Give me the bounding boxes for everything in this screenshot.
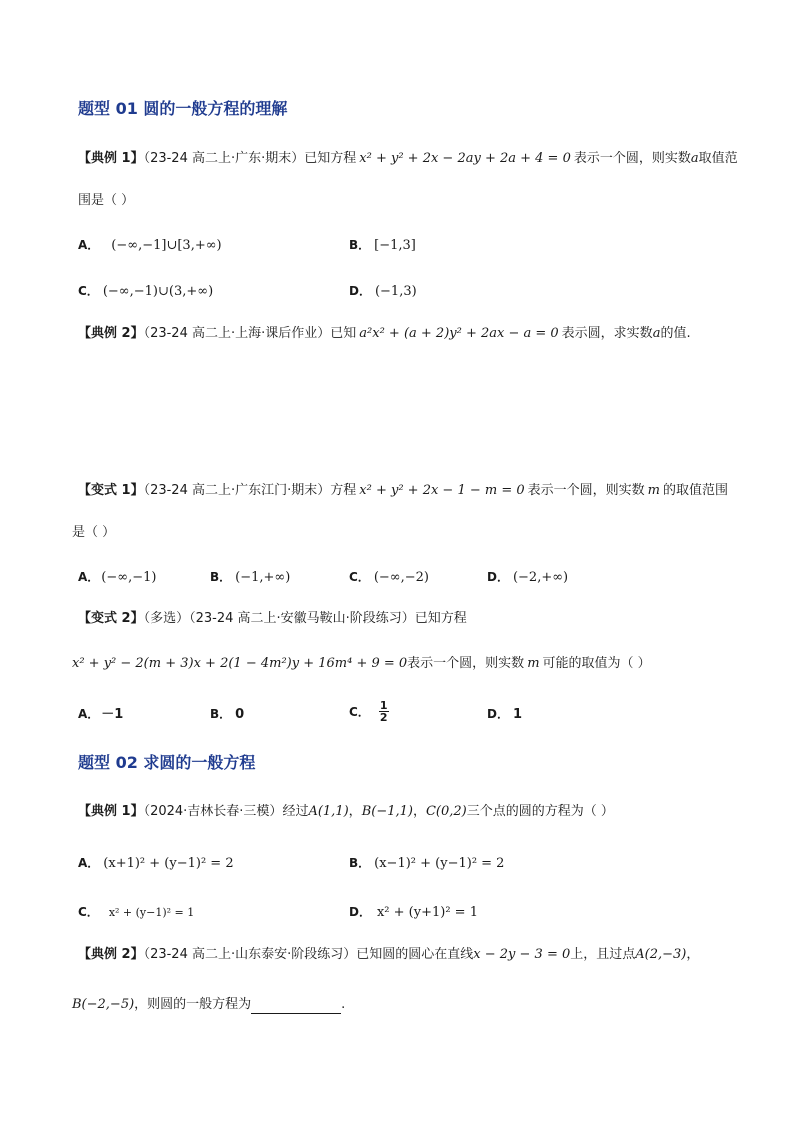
option-label: B． xyxy=(349,238,371,252)
fraction-numerator: 1 xyxy=(379,699,388,712)
option-label: D． xyxy=(487,570,509,584)
option-c[interactable] xyxy=(349,700,389,723)
option-value: (−1,3) xyxy=(374,284,417,299)
variable: m xyxy=(527,656,540,671)
variable: a xyxy=(652,326,661,341)
option-value: (x−1)² + (y−1)² = 2 xyxy=(374,856,505,871)
option-d[interactable] xyxy=(349,901,478,920)
separator: ， xyxy=(686,947,700,962)
separator: ， xyxy=(412,804,426,819)
option-label: D． xyxy=(349,284,371,298)
text: 三个点的圆的方程为（ ） xyxy=(466,804,614,819)
example-4-line-2 xyxy=(72,996,345,1014)
example-tag: 【典例 2】 xyxy=(78,326,144,341)
option-b[interactable] xyxy=(349,234,416,253)
option-value: (−∞,−1) xyxy=(101,570,157,585)
option-value: (−∞,−1)∪(3,+∞) xyxy=(102,284,214,299)
example-tag: 【典例 2】 xyxy=(78,947,144,962)
option-value: x² + (y−1)² = 1 xyxy=(108,906,195,919)
option-a[interactable] xyxy=(78,234,222,253)
equation: x² + y² − 2(m + 3)x + 2(1 − 4m²)y + 16m⁴ + 9 = 0 xyxy=(72,656,408,671)
option-d[interactable] xyxy=(487,566,568,585)
fraction xyxy=(379,700,389,723)
option-a[interactable] xyxy=(78,852,234,871)
variation-1-line-1 xyxy=(78,482,728,500)
equation: x² + y² + 2x − 2ay + 2a + 4 = 0 xyxy=(359,151,571,166)
option-label: B． xyxy=(210,570,232,584)
text: 已知 xyxy=(330,326,357,341)
option-label: A． xyxy=(78,570,100,584)
example-4-line-1 xyxy=(78,946,699,964)
option-value: (−∞,−1]∪[3,+∞) xyxy=(111,238,222,253)
option-label: D． xyxy=(349,905,371,919)
option-d[interactable] xyxy=(349,280,417,299)
option-c[interactable] xyxy=(349,566,429,585)
option-a[interactable] xyxy=(78,703,123,722)
fraction-denominator: 2 xyxy=(379,711,388,724)
source: （23-24 高二上·广东·期末） xyxy=(143,151,305,166)
option-d[interactable] xyxy=(487,703,522,722)
section-title-1: 题型 01 圆的一般方程的理解 xyxy=(78,99,288,118)
text: 表示圆，求实数 xyxy=(561,326,653,341)
point-a: A(1,1) xyxy=(308,804,349,819)
example-tag: 【典例 1】 xyxy=(78,151,144,166)
source: （2024·吉林长春·三模） xyxy=(143,804,283,819)
source: （23-24 高二上·安徽马鞍山·阶段练习） xyxy=(189,611,415,626)
answer-blank[interactable] xyxy=(251,999,341,1014)
text: 已知圆的圆心在直线 xyxy=(356,947,474,962)
source: （23-24 高二上·山东泰安·阶段练习） xyxy=(143,947,357,962)
text: 已知方程 xyxy=(414,611,467,626)
variation-tag: 【变式 2】 xyxy=(78,611,144,626)
option-value: (x+1)² + (y−1)² = 2 xyxy=(103,856,234,871)
equation: a²x² + (a + 2)y² + 2ax − a = 0 xyxy=(359,326,559,341)
option-value: －1 xyxy=(101,707,124,722)
option-a[interactable] xyxy=(78,566,156,585)
text: 已知方程 xyxy=(304,151,357,166)
variation-2-line-1 xyxy=(78,610,467,628)
variable: m xyxy=(647,483,660,498)
equation: x² + y² + 2x − 1 − m = 0 xyxy=(359,483,525,498)
option-value: (−∞,−2) xyxy=(373,570,429,585)
option-value: 1 xyxy=(512,707,523,722)
example-2-line-1 xyxy=(78,325,691,343)
text: 表示一个圆，则实数 xyxy=(407,656,525,671)
text: 方程 xyxy=(330,483,357,498)
text: 取值范 xyxy=(698,151,738,166)
point-a: A(2,−3) xyxy=(635,947,687,962)
option-b[interactable] xyxy=(210,566,290,585)
option-label: C． xyxy=(349,570,370,584)
text: 表示一个圆，则实数 xyxy=(527,483,645,498)
source: （23-24 高二上·广东江门·期末） xyxy=(143,483,331,498)
option-label: B． xyxy=(349,856,371,870)
equation: x − 2y − 3 = 0 xyxy=(473,947,571,962)
section-title-2: 题型 02 求圆的一般方程 xyxy=(78,753,256,772)
text: ，则圆的一般方程为 xyxy=(134,997,252,1012)
text: 表示一个圆，则实数 xyxy=(573,151,691,166)
option-label: D． xyxy=(487,707,509,721)
option-b[interactable] xyxy=(349,852,504,871)
text: 经过 xyxy=(282,804,309,819)
multi-select-note: （多选） xyxy=(143,611,190,626)
source: （23-24 高二上·上海·课后作业） xyxy=(143,326,331,341)
option-label: A． xyxy=(78,707,100,721)
option-value: x² + (y+1)² = 1 xyxy=(376,905,478,920)
option-c[interactable] xyxy=(78,280,213,299)
option-label: A． xyxy=(78,238,100,252)
point-b: B(−2,−5) xyxy=(72,997,135,1012)
text: 的值. xyxy=(660,326,691,341)
option-label: C． xyxy=(78,905,99,919)
option-label: B． xyxy=(210,707,232,721)
period: . xyxy=(341,997,346,1012)
option-b[interactable] xyxy=(210,703,244,722)
example-3-line-1 xyxy=(78,803,614,821)
option-value: (−1,+∞) xyxy=(235,570,291,585)
text: 可能的取值为（ ） xyxy=(542,656,651,671)
option-label: A． xyxy=(78,856,100,870)
variable: a xyxy=(690,151,699,166)
text: 上，且过点 xyxy=(570,947,636,962)
option-label: C． xyxy=(349,705,370,719)
variation-2-line-2 xyxy=(72,655,651,673)
point-b: B(−1,1) xyxy=(361,804,413,819)
option-value: (−2,+∞) xyxy=(512,570,569,585)
example-1-line-1 xyxy=(78,150,738,168)
example-1-line-2: 围是（ ） xyxy=(78,193,135,208)
option-value: 0 xyxy=(235,707,245,722)
separator: ， xyxy=(348,804,362,819)
text: 的取值范围 xyxy=(662,483,728,498)
variation-tag: 【变式 1】 xyxy=(78,483,144,498)
example-tag: 【典例 1】 xyxy=(78,804,144,819)
option-c[interactable] xyxy=(78,901,194,920)
option-value: [−1,3] xyxy=(374,238,416,253)
variation-1-line-2: 是（ ） xyxy=(72,525,116,540)
option-label: C． xyxy=(78,284,99,298)
point-c: C(0,2) xyxy=(425,804,467,819)
